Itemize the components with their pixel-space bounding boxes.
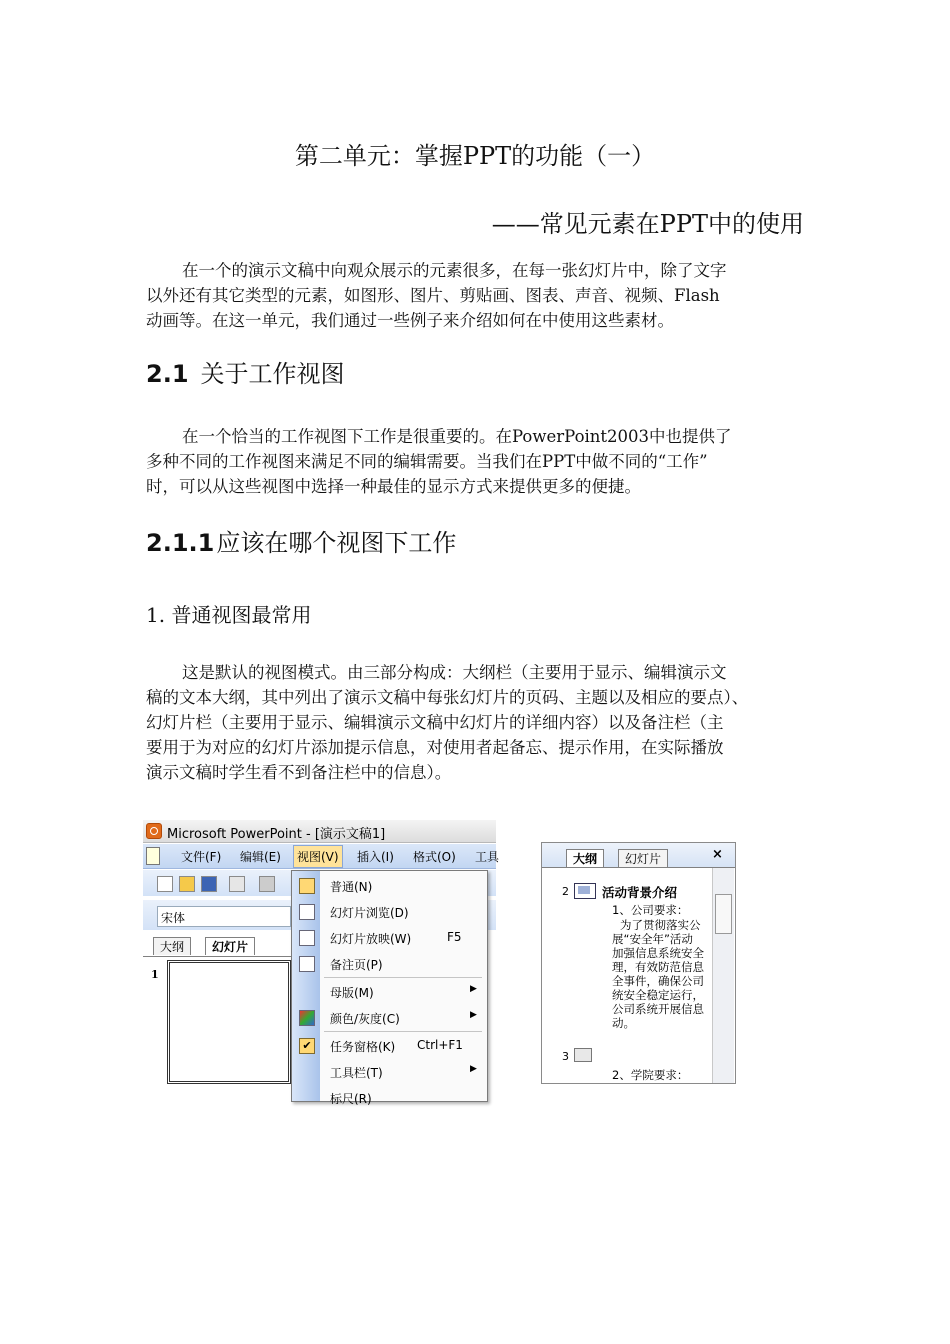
vertical-scrollbar[interactable] <box>712 868 734 1083</box>
menu-item-shortcut: Ctrl+F1 <box>417 1038 463 1052</box>
section-heading-2-1-1 <box>146 523 456 558</box>
menu-item-slideshow[interactable] <box>292 925 487 950</box>
save-icon[interactable] <box>201 876 217 892</box>
outline-line: 1、公司要求： <box>612 903 689 917</box>
window-title: Microsoft PowerPoint - [演示文稿1] <box>167 827 386 842</box>
menu-item-label: 母版(M) <box>330 986 374 1000</box>
section-number: 2.1.1 <box>146 529 215 557</box>
font-name-value: 宋体 <box>161 911 186 925</box>
outline-content <box>542 868 710 1083</box>
body-line: 时，可以从这些视图中选择一种最佳的显示方式来提供更多的便捷。 <box>146 477 641 496</box>
print-icon[interactable] <box>259 876 275 892</box>
outline-line: 统安全稳定运行， <box>612 988 704 1002</box>
menu-file[interactable]: 文件(F) <box>181 850 222 864</box>
submenu-arrow-icon: ▶ <box>470 984 477 994</box>
open-icon[interactable] <box>179 876 195 892</box>
menu-item-shortcut: F5 <box>447 930 462 944</box>
outline-line: 公司系统开展信息 <box>612 1002 704 1016</box>
menu-item-label: 任务窗格(K) <box>330 1040 396 1054</box>
new-icon[interactable] <box>157 876 173 892</box>
menu-item-label: 标尺(R) <box>330 1092 372 1106</box>
powerpoint-app-icon <box>146 823 162 839</box>
intro-line: 在一个的演示文稿中向观众展示的元素很多，在每一张幻灯片中，除了文字 <box>182 261 727 280</box>
section-heading-2-1 <box>146 354 345 389</box>
outline-pane-screenshot <box>541 842 736 1084</box>
outline-line: 动。 <box>612 1016 635 1030</box>
menu-view[interactable]: 视图(V) <box>293 845 343 868</box>
outline-line: 加强信息系统安全 <box>612 946 704 960</box>
intro-paragraph <box>146 258 811 333</box>
document-title: 第二单元：掌握PPT的功能（一） <box>294 142 656 170</box>
normal-view-icon <box>299 878 315 894</box>
outline-line: 2、学院要求： <box>612 1068 689 1082</box>
slide-number: 1 <box>151 968 159 981</box>
permission-icon[interactable] <box>229 876 245 892</box>
body-line: 多种不同的工作视图来满足不同的编辑需要。当我们在PPT中做不同的“工作” <box>146 452 708 471</box>
menu-separator <box>324 977 482 978</box>
menu-bar <box>143 844 500 869</box>
color-grayscale-icon <box>299 1010 315 1026</box>
doc-icon <box>146 847 160 865</box>
slide-thumbnail[interactable] <box>167 960 291 1084</box>
body-line: 稿的文本大纲，其中列出了演示文稿中每张幻灯片的页码、主题以及相应的要点）、 <box>146 688 749 707</box>
tab-outline[interactable]: 大纲 <box>566 849 604 867</box>
body-line: 这是默认的视图模式。由三部分构成：大纲栏（主要用于显示、编辑演示文 <box>182 663 727 682</box>
tab-slides[interactable]: 幻灯片 <box>205 937 255 955</box>
tab-slides[interactable]: 幻灯片 <box>618 849 668 867</box>
menu-format[interactable]: 格式(O) <box>413 850 456 864</box>
menu-item-slide-sorter[interactable] <box>292 899 487 924</box>
intro-line: 以外还有其它类型的元素，如图形、图片、剪贴画、图表、声音、视频、Flash <box>146 286 720 305</box>
menu-item-label: 备注页(P) <box>330 958 383 972</box>
menu-item-label: 幻灯片浏览(D) <box>330 906 409 920</box>
menu-item-ruler[interactable] <box>292 1085 487 1110</box>
section-title: 应该在哪个视图下工作 <box>216 529 457 557</box>
font-name-box[interactable] <box>157 906 291 927</box>
submenu-arrow-icon: ▶ <box>470 1064 477 1074</box>
close-icon[interactable]: × <box>712 847 723 862</box>
body-line: 演示文稿时学生看不到备注栏中的信息）。 <box>146 763 452 782</box>
window-titlebar <box>143 820 496 843</box>
submenu-arrow-icon: ▶ <box>470 1010 477 1020</box>
slide-icon[interactable] <box>574 883 596 899</box>
outline-line: 展“安全年”活动 <box>612 932 693 946</box>
slide-icon[interactable] <box>574 1048 592 1062</box>
menu-item-label: 工具栏(T) <box>330 1066 383 1080</box>
scrollbar-thumb[interactable] <box>715 894 732 934</box>
tab-outline[interactable]: 大纲 <box>153 937 191 955</box>
checkmark-icon: ✔ <box>299 1038 315 1054</box>
menu-separator <box>324 1031 482 1032</box>
view-menu-dropdown <box>291 870 488 1106</box>
menu-item-task-pane[interactable] <box>292 1033 487 1058</box>
menu-edit[interactable]: 编辑(E) <box>240 850 281 864</box>
body-line: 在一个恰当的工作视图下工作是很重要的。在PowerPoint2003中也提供了 <box>182 427 732 446</box>
slide-sorter-icon <box>299 904 315 920</box>
body-line: 要用于为对应的幻灯片添加提示信息，对使用者起备忘、提示作用，在实际播放 <box>146 738 724 757</box>
menu-insert[interactable]: 插入(I) <box>357 850 394 864</box>
section-2-1-paragraph <box>146 424 811 499</box>
menu-item-label: 普通(N) <box>330 880 373 894</box>
menu-item-color-grayscale[interactable] <box>292 1005 487 1030</box>
pane-tabs <box>143 934 291 957</box>
menu-item-label: 颜色/灰度(C) <box>330 1012 400 1026</box>
section-title: 关于工作视图 <box>200 360 345 388</box>
menu-item-notes-page[interactable] <box>292 951 487 976</box>
menu-item-normal[interactable] <box>292 873 487 898</box>
outline-line: 理，有效防范信息 <box>612 960 704 974</box>
body-line: 幻灯片栏（主要用于显示、编辑演示文稿中幻灯片的详细内容）以及备注栏（主 <box>146 713 724 732</box>
menu-item-master[interactable] <box>292 979 487 1004</box>
notes-page-icon <box>299 956 315 972</box>
intro-line: 动画等。在这一单元，我们通过一些例子来介绍如何在中使用这些素材。 <box>146 311 674 330</box>
item1-paragraph <box>146 660 811 785</box>
slideshow-icon <box>299 930 315 946</box>
powerpoint-screenshot <box>143 820 500 1106</box>
outline-pane-header <box>542 843 735 868</box>
section-number: 2.1 <box>146 360 189 388</box>
slide-number: 2 <box>562 885 569 898</box>
menu-item-toolbars[interactable] <box>292 1059 487 1084</box>
slide-number: 3 <box>562 1050 569 1063</box>
slide-title: 活动背景介绍 <box>602 885 678 900</box>
outline-line: 全事件，确保公司 <box>612 974 704 988</box>
menu-tools[interactable]: 工具 <box>475 850 500 864</box>
menu-item-label: 幻灯片放映(W) <box>330 932 412 946</box>
list-item-heading: 1. 普通视图最常用 <box>146 603 312 627</box>
document-subtitle: ——常见元素在PPT中的使用 <box>491 210 804 238</box>
outline-line: 为了贯彻落实公 <box>620 918 701 932</box>
